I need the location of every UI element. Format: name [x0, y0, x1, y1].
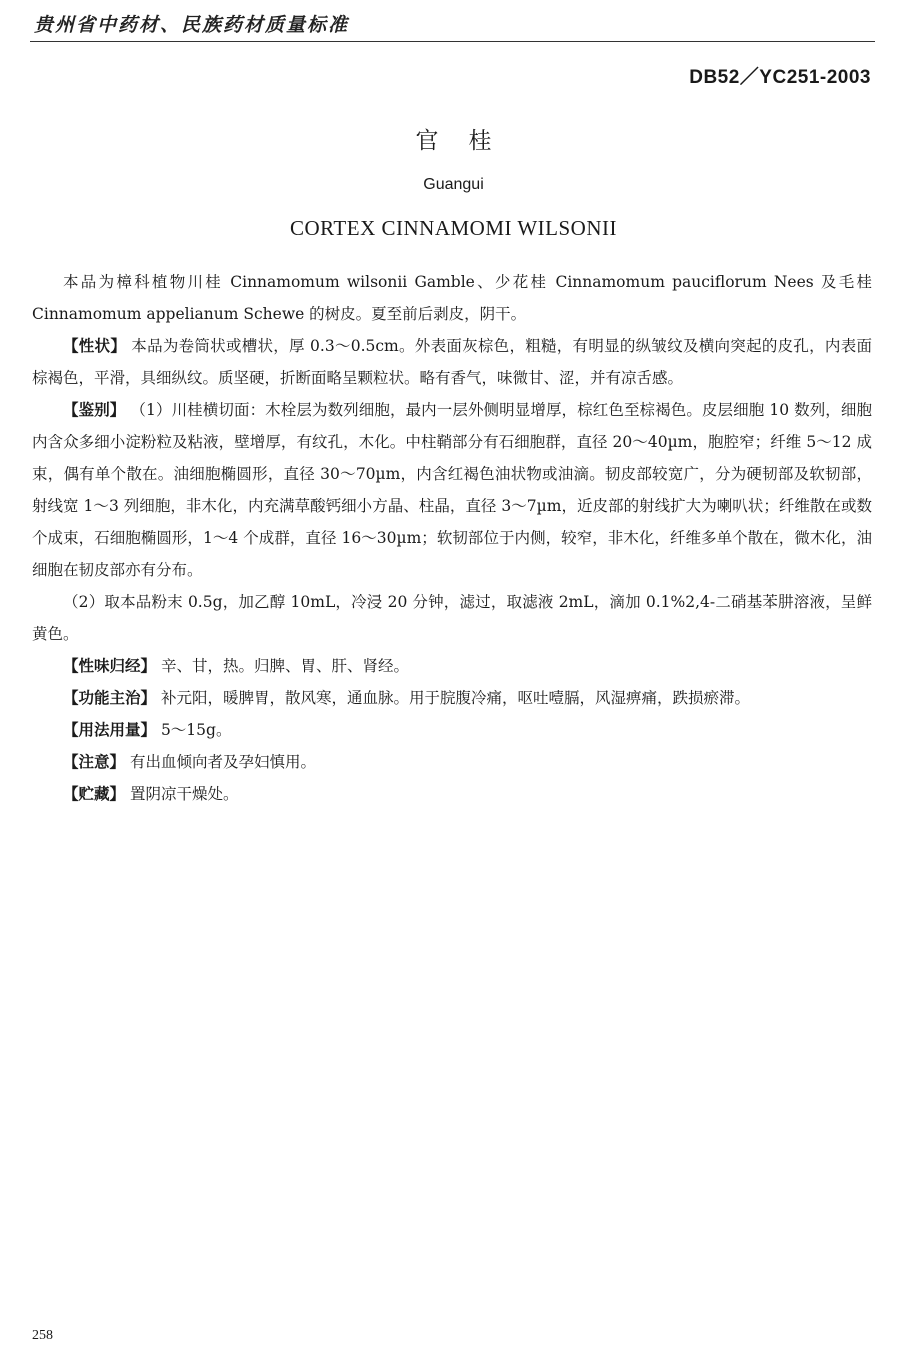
caution-heading: 【注意】 — [63, 753, 126, 771]
page-title-latin: CORTEX CINNAMOMI WILSONII — [290, 216, 617, 240]
identification-paragraph — [32, 394, 872, 586]
standard-number: DB52／YC251-2003 — [689, 67, 871, 88]
caution-text: 有出血倾向者及孕妇慎用。 — [125, 753, 316, 771]
identification-2-paragraph: （2）取本品粉末 0.5g，加乙醇 10mL，冷浸 20 分钟，滤过，取滤液 2mL，滴加 0.1%2,4-二硝基苯肼溶液，呈鲜黄色。 — [32, 593, 872, 643]
storage-heading: 【贮藏】 — [63, 785, 126, 803]
running-header-title: 贵州省中药材、民族药材质量标准 — [34, 14, 350, 36]
page-title-pinyin: Guangui — [423, 176, 484, 193]
page-number: 258 — [32, 1328, 53, 1343]
functions-text: 补元阳，暖脾胃，散风寒，通血脉。用于脘腹冷痛，呕吐噎膈，风湿痹痛，跌损瘀滞。 — [156, 689, 750, 707]
nature-text: 辛、甘，热。归脾、胃、肝、肾经。 — [156, 657, 409, 675]
description-text: 本品为卷筒状或槽状，厚 0.3～0.5cm。外表面灰棕色，粗糙，有明显的纵皱纹及横向突起的皮孔，内表面棕褐色，平滑，具细纵纹。质坚硬，折断面略呈颗粒状。略有香气，味微甘、涩，并有凉舌感。 — [32, 337, 872, 387]
dosage-heading: 【用法用量】 — [63, 721, 157, 739]
description-heading: 【性状】 — [63, 337, 127, 355]
caution-paragraph — [32, 746, 872, 778]
nature-paragraph — [32, 650, 872, 682]
dosage-text: 5～15g。 — [156, 721, 232, 739]
storage-text: 置阴凉干燥处。 — [125, 785, 239, 803]
identification-heading: 【鉴别】 — [63, 401, 126, 419]
intro-paragraph: 本品为樟科植物川桂 Cinnamomum wilsonii Gamble、少花桂 Cinnamomum pauciflorum Nees 及毛桂 Cinnamomum appelianum Schewe 的树皮。夏至前后剥皮，阴干。 — [32, 273, 872, 323]
dosage-paragraph — [32, 714, 872, 746]
functions-heading: 【功能主治】 — [63, 689, 157, 707]
identification-text: （1）川桂横切面：木栓层为数列细胞，最内一层外侧明显增厚，棕红色至棕褐色。皮层细胞 10 数列，细胞内含众多细小淀粉粒及粘液，壁增厚，有纹孔，木化。中柱鞘部分有石细胞群，直径 20～40µm，胞腔窄；纤维 5～12 成束，偶有单个散在。油细胞椭圆形，直径 30～70µm，内含红褐色油状物或油滴。韧皮部较宽广，分为硬韧部及软韧部，射线宽 1～3 列细胞，非木化，内充满草酸钙细小方晶、柱晶，直径 3～7µm，近皮部的射线扩大为喇叭状；纤维散在或数个成束，石细胞椭圆形，1～4 个成群，直径 16～30µm；软韧部位于内侧，较窄，非木化，纤维多单个散在，微木化，油细胞在韧皮部亦有分布。 — [32, 401, 872, 579]
page-title-chinese: 官桂 — [415, 128, 522, 154]
header-divider — [30, 41, 875, 42]
description-paragraph — [32, 330, 872, 394]
nature-heading: 【性味归经】 — [63, 657, 157, 675]
storage-paragraph — [32, 778, 872, 810]
functions-paragraph — [32, 682, 872, 714]
monograph-body — [32, 266, 872, 810]
